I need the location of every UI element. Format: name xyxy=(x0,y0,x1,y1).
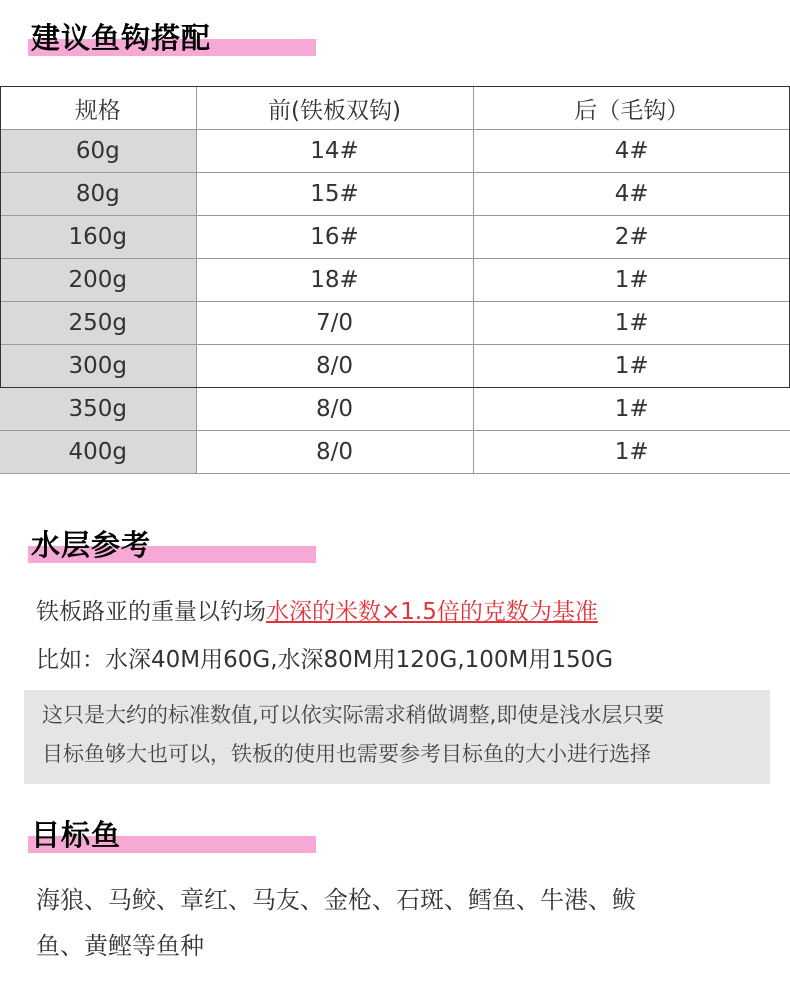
cell-spec: 350g xyxy=(0,388,196,431)
cell-front-hook: 7/0 xyxy=(196,302,473,345)
section-title: 水层参考 xyxy=(31,528,152,562)
table-row xyxy=(0,345,790,388)
section-heading-hook-pairing xyxy=(28,18,211,58)
cell-rear-hook: 1# xyxy=(473,302,790,345)
section-heading-target-fish xyxy=(28,815,121,855)
column-header-rear-hook: 后（毛钩） xyxy=(473,87,790,130)
note-line: 目标鱼够大也可以，铁板的使用也需要参考目标鱼的大小进行选择 xyxy=(42,742,651,766)
table-row xyxy=(0,173,790,216)
table-row xyxy=(0,302,790,345)
weight-rule-text xyxy=(36,597,598,627)
cell-rear-hook: 4# xyxy=(473,173,790,216)
cell-spec: 300g xyxy=(0,345,196,388)
section-title: 建议鱼钩搭配 xyxy=(31,21,212,55)
cell-rear-hook: 2# xyxy=(473,216,790,259)
table-row xyxy=(0,431,790,474)
column-header-spec: 规格 xyxy=(0,87,196,130)
section-title: 目标鱼 xyxy=(31,818,122,852)
section-heading-water-layer xyxy=(28,525,151,565)
cell-spec: 60g xyxy=(0,130,196,173)
example-text: 比如：水深40M用60G,水深80M用120G,100M用150G xyxy=(36,647,614,673)
weight-rule-prefix: 铁板路亚的重量以钓场 xyxy=(36,599,266,625)
hook-pairing-table xyxy=(0,86,790,474)
target-fish-list-continued: 鱼、黄鲣等鱼种 xyxy=(36,932,204,960)
weight-rule-highlight: 水深的米数×1.5倍的克数为基准 xyxy=(266,599,598,625)
cell-rear-hook: 1# xyxy=(473,345,790,388)
cell-front-hook: 16# xyxy=(196,216,473,259)
cell-front-hook: 8/0 xyxy=(196,431,473,474)
target-fish-list: 海狼、马鲛、章红、马友、金枪、石斑、鳕鱼、牛港、鲅 xyxy=(36,886,636,914)
cell-spec: 400g xyxy=(0,431,196,474)
cell-spec: 250g xyxy=(0,302,196,345)
cell-rear-hook: 1# xyxy=(473,259,790,302)
cell-rear-hook: 1# xyxy=(473,388,790,431)
cell-spec: 80g xyxy=(0,173,196,216)
cell-rear-hook: 1# xyxy=(473,431,790,474)
column-header-front-hook: 前(铁板双钩) xyxy=(196,87,473,130)
note-box xyxy=(24,690,770,784)
cell-spec: 160g xyxy=(0,216,196,259)
note-line: 这只是大约的标准数值,可以依实际需求稍做调整,即使是浅水层只要 xyxy=(42,703,665,727)
cell-front-hook: 18# xyxy=(196,259,473,302)
table-row xyxy=(0,388,790,431)
table-row xyxy=(0,259,790,302)
table-header-row xyxy=(0,87,790,130)
cell-spec: 200g xyxy=(0,259,196,302)
table-row xyxy=(0,130,790,173)
cell-front-hook: 8/0 xyxy=(196,345,473,388)
cell-front-hook: 8/0 xyxy=(196,388,473,431)
cell-front-hook: 15# xyxy=(196,173,473,216)
cell-front-hook: 14# xyxy=(196,130,473,173)
cell-rear-hook: 4# xyxy=(473,130,790,173)
table-row xyxy=(0,216,790,259)
